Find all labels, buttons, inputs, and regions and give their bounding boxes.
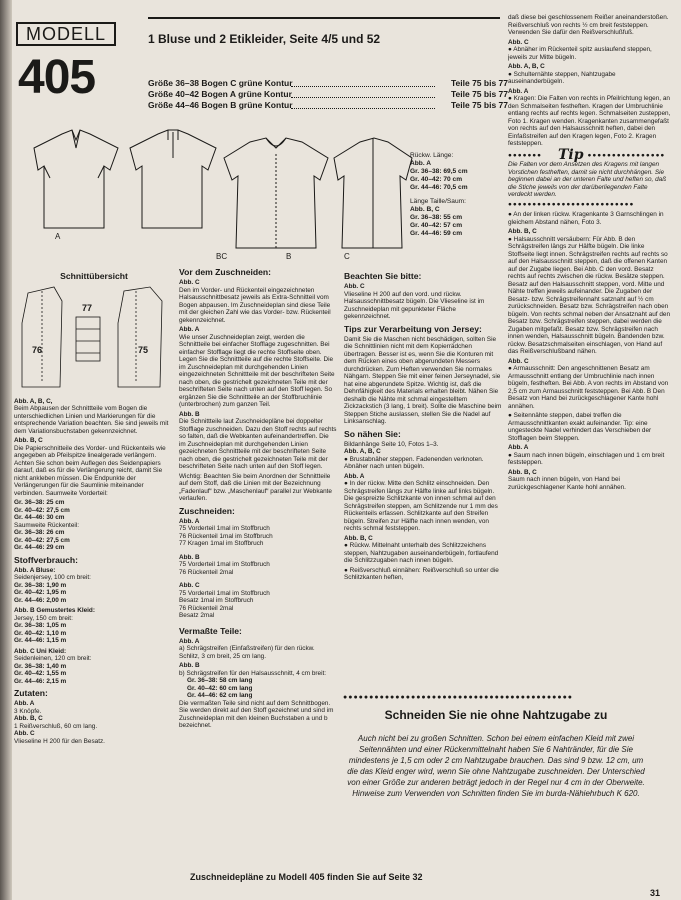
heading: Abb. A, B, C [344, 448, 381, 455]
size-row [148, 78, 508, 89]
model-label-box [16, 22, 116, 46]
paragraph: ● Kragen: Die Falten von rechts in Pfeilrichtung legen, an den Schmalseiten festheften. Kragen der Umbruchlinie entlang rechts auf rechts legen. Schmalseiten zusteppen, Foto 1. Kragen wenden. Kragenkanten zusammengefaßt von rechts auf den Halsausschnitt heften, dabei den Einfaßstreifen auf den Kragen legen, Foto 2. Kragen feststeppen. [508, 95, 671, 147]
heading: Abb. C [179, 279, 200, 286]
piece-number-77: 77 [82, 303, 93, 313]
stoff-c-head: Abb. C Uni Kleid: [14, 647, 67, 655]
piece-number-75: 75 [138, 345, 149, 355]
measure-line: Gr. 36–38: 26 cm [14, 529, 65, 536]
length-line: Gr. 40–42: 70 cm [410, 176, 463, 183]
heading: Abb. A, B, C [508, 63, 545, 70]
figure-label-a: A [55, 232, 61, 241]
zutaten-line: 3 Knöpfe. [14, 707, 42, 715]
measure-line: Gr. 36–38: 25 cm [14, 499, 65, 506]
measure-line: Gr. 44–46: 1,15 m [14, 637, 67, 644]
rueck-label: Saumweite Rückenteil: [14, 521, 80, 529]
size-label: Größe 36–38 Bogen C grüne Kontur [148, 78, 293, 88]
model-number: 405 [18, 51, 96, 104]
pattern-pieces-diagram [14, 283, 174, 395]
section-title-vermasste: Vermaßte Teile: [179, 625, 242, 636]
paragraph: Vlieseline H 200 auf den vord. und rückw. Halsausschnittbesatz bügeln. Die Vlieseline ist im Zuschneideplan mit gepunkteter Fläche gekennzeichnet. [344, 290, 485, 320]
length-line: Gr. 44–46: 59 cm [410, 230, 463, 237]
heading: Abb. A [179, 326, 200, 333]
measure-line: Gr. 40–42: 1,10 m [14, 629, 67, 637]
size-pieces: Teile 75 bis 77 [450, 89, 508, 99]
size-leader-line [291, 81, 435, 87]
stoff-a-head: Abb. A Bluse: [14, 566, 56, 574]
length-line: Gr. 40–42: 57 cm [410, 222, 463, 229]
garment-sketches [14, 118, 414, 268]
size-label: Größe 40–42 Bogen A grüne Kontur [148, 89, 292, 99]
heading: Abb. A [508, 444, 529, 451]
section-title-naehen: So nähen Sie: [344, 428, 401, 439]
heading-abb-abc: Abb. A, B, C, [14, 397, 53, 405]
measure-line: Gr. 36–38: 1,90 m [14, 581, 67, 589]
measure-line: Gr. 36–38: 1,40 m [14, 662, 67, 670]
heading: Abb. B, C [344, 534, 373, 542]
paragraph: Saum nach innen bügeln, von Hand bei zurückgeschlagener Kante hohl annähen. [508, 476, 626, 491]
page-number: 31 [650, 888, 661, 898]
zutaten-line: 1 Reißverschluß, 60 cm lang. [14, 722, 98, 730]
figure-label-c: C [344, 252, 350, 261]
text-abb-abc: Beim Abpausen der Schnittteile vom Bogen die unterschiedlichen Linien und Markierungen für die entsprechende Variation beachten. Sie sind jeweils mit dem Variationsbuchstaben gekennzeichnet. [14, 405, 169, 435]
paragraph: ● Seitennähte steppen, dabei treffen die Armausschnittkanten exakt aufeinander. Tip: eine ungesteckte Nadel verhindert das Verschieben der Stofflagen beim Steppen. [508, 412, 652, 442]
paragraph: ● Armausschnitt: Den angeschnittenen Besatz am Armausschnitt entlang der Umbruchlinie nach innen bügeln, festheften. Bei Abb. A von rechts im Abstand von 2,5 cm zum Armausschnitt feststeppen. Bei Abb. B Den Besatz von Hand bei zurückgeschlagener Kante hohl annähen. [508, 365, 669, 410]
binding-shadow [0, 0, 12, 900]
cut-line: 75 Vorderteil 1mal im Stoffbruch [179, 561, 270, 568]
measure-line: Gr. 40–42: 27,5 cm [14, 506, 70, 514]
length-line: Länge Taille/Saum: [410, 198, 466, 205]
zutaten-line: Vlieseline H 200 für den Besatz. [14, 737, 105, 745]
cut-line: Besatz 2mal [179, 612, 215, 619]
measure-line: Gr. 40–42: 60 cm lang [187, 684, 253, 692]
measure-line: Gr. 40–42: 1,95 m [14, 589, 67, 596]
paragraph: daß diese bei geschlossenem Reißer aneinanderstoßen. Reißverschluß von rechts ½ cm breit feststeppen. Verwenden Sie dafür den Reißverschlußfuß. [508, 14, 669, 36]
paragraph: ● Reißverschluß einnähen: Reißverschluß so unter die Schlitzkanten heften, [344, 566, 499, 581]
measure-line: Gr. 40–42: 27,5 cm [14, 536, 70, 544]
section-title-zutaten: Zutaten: [14, 688, 48, 698]
length-line: Abb. A [410, 160, 431, 167]
stoff-a-text: Seidenjersey, 100 cm breit: [14, 574, 91, 581]
heading: Abb. C [179, 582, 200, 589]
measure-line: Gr. 40–42: 1,55 m [14, 670, 67, 677]
heading: Abb. A [179, 637, 200, 645]
measure-line: Gr. 44–46: 29 cm [14, 544, 65, 551]
zutaten-line: Abb. C [14, 730, 35, 737]
heading: Abb. B [179, 662, 200, 669]
cut-line: 77 Kragen 1mal im Stoffbruch [179, 540, 264, 547]
size-label: Größe 44–46 Bogen B grüne Kontur [148, 100, 293, 110]
paragraph: a) Schrägstreifen (Einfaßstreifen) für den rückw. Schlitz, 3 cm breit, 25 cm lang. [179, 645, 315, 660]
figure-label-b: B [286, 252, 292, 261]
banner-title: Schneiden Sie nie ohne Nahtzugabe zu [384, 708, 608, 722]
paragraph: ● Rückw. Mittelnaht unterhalb des Schlitzzeichens steppen, Nahtzugaben auseinanderbügeln, fortlaufend die Schlitzzugaben nach innen bügeln. [344, 542, 499, 564]
model-word: MODELL [25, 23, 107, 44]
dress-front-sketch [224, 138, 328, 248]
paragraph: Die Schnittteile laut Zuschneidepläne bei doppelter Stofflage zuschneiden. Dazu den Stoff rechts auf rechts so falten, daß die Webkanten aufeinandertreffen. Die im Zuschneideplan mit durchgehenden Linien gezeichneten Schnittteile mit der beschrifteten Seite nach oben, die gestrichelt gezeichneten Teile mit der beschrifteten Seite nach unten auf den Stoff legen. [179, 418, 337, 470]
size-row [148, 100, 508, 111]
tip-dots-right: ●●●●●●●●●●●●●●●● [587, 151, 666, 159]
paragraph: Die vermaßten Teile sind nicht auf dem Schnittbogen. Sie werden direkt auf den Stoff gezeichnet und sind im Zuschneideplan mit den kleinen Buchstaben a und b bezeichnet. [179, 699, 334, 729]
paragraph: Bildanhänge Seite 10, Fotos 1–3. [344, 440, 439, 448]
section-title-zuschneiden: Zuschneiden: [179, 505, 235, 516]
garment-lengths [410, 152, 505, 238]
measure-line: Gr. 44–46: 62 cm lang [187, 692, 253, 699]
paragraph: ● Brustabnäher steppen. Fadenenden verknoten. Abnäher nach unten bügeln. [344, 455, 484, 470]
text-abb-bc: Die Papierschnitteile des Vorder- und Rückenteils wie angegeben ab Pfeilspitze linealgerade verlängern. Achten Sie schon beim Auflegen des Seidenpapiers darauf, daß es für die Verlängerung reicht, damit Sie nicht ankleben müssen. Die Endpunkte der Verlängerungen für die Saumlinie miteinander verbinden. Saumweite Vorderteil: [14, 444, 166, 497]
section-title-tips: Tips zur Verarbeitung von Jersey: [344, 323, 482, 334]
figure-label-bc: BC [216, 252, 228, 261]
paragraph: ● Halsausschnitt versäubern: Für Abb. B den Schrägstreifen längs zur Hälfte bügeln. Die linke Stoffseite liegt innen. Schrägstreifen rechts auf rechts so auf den Halsausschnitt steppen, daß die offenen Kanten auf der Zugabe liegen. Bei Abb. C den vord. Besatz rechts auf rechts zwischen die rückw. Besätze steppen. Besatz auf den Halsausschnitt steppen, vord. Mitte und Nähte treffen jeweils aufeinander. Die Zugaben der Besatz- bzw. Schrägstreifennaht satznaht auf ½ cm zurückschneiden. Besatz bzw. Schrägstreifen nach oben bügeln. Von rechts schmal neben der Ansatznaht auf den Besatz bzw. Schrägstreifen steppen, dabei werden die Zugaben mitgefaßt. Besatz bzw. Schrägstreifen nach innen wenden, Halsausschnitt bügeln. Bandenden bzw. rückw. Besatzschmalseiten einschlagen, von Hand auf das Reißverschlußband nähen. [508, 235, 671, 355]
length-line: Gr. 36–38: 69,5 cm [410, 168, 468, 175]
section-title-beachten: Beachten Sie bitte: [344, 271, 422, 281]
size-pieces: Teile 75 bis 77 [450, 100, 508, 110]
length-line: Abb. B, C [410, 206, 440, 213]
paragraph: ● Saum nach innen bügeln, einschlagen und 1 cm breit feststeppen. [508, 451, 665, 466]
cut-line: 76 Rückenteil 1mal im Stoffbruch [179, 532, 273, 540]
tip-title: Tip [558, 146, 584, 163]
paragraph: ● In der rückw. Mitte den Schlitz einschneiden. Den Schrägstreifen längs zur Hälfte linke auf links bügeln. Die gespreizte Schlitzkante von innen schmal auf den Schrägstreifen steppen, am Schlitzende nur 1 mm des Rückenteils erfassen. Schlitzkante auf den Streifen bügeln. Streifen zur Hälfte nach innen wenden, von rechts schmal feststeppen. [344, 480, 498, 532]
heading: Abb. A [508, 87, 529, 95]
column-3 [344, 268, 502, 698]
size-list [148, 78, 508, 111]
measure-line: Gr. 36–38: 58 cm lang [187, 677, 253, 684]
piece-number-76: 76 [32, 345, 43, 355]
paragraph: ● Abnäher im Rückenteil spitz auslaufend steppen, jeweils zur Mitte bügeln. [508, 46, 652, 61]
length-line: Gr. 44–46: 70,5 cm [410, 184, 468, 191]
banner-text: Auch nicht bei zu großen Schnitten. Schon bei einem einfachen Kleid mit zwei Seitennähten und einer Rückenmittelnaht haben Sie 6 Nahtränder, für die Sie mindestens je 1,5 cm oder 2 cm Nahtzugabe brauchen. Das sind 9 bzw. 12 cm, um die das Kleid enger wird, wenn Sie ohne Nahtzugabe zuschneiden. Der Unterschied von einer Größe zur anderen beträgt jedoch in der Regel nur 4 cm in der Oberweite. Hinweise zum Verwenden von Schnitten finden Sie im burda-Nähiehrbuch K 620. [347, 734, 645, 798]
length-line: Rückw. Länge: [410, 152, 454, 159]
cut-line: 76 Rückenteil 2mal [179, 568, 234, 576]
measure-line: Gr. 44–46: 30 cm [14, 514, 65, 521]
heading: Abb. B [179, 553, 200, 561]
tip-text: Die Falten vor dem Ansetzen des Kragens mit langen Vorstichen festheften, damit sie nicht durchhängen. Sie beginnen dabei an der unteren Falte und heften so, daß die Stiche jeweils von der darüberliegenden Falte verdeckt werden. [508, 161, 667, 198]
paragraph: Damit Sie die Maschen nicht beschädigen, sollten Sie die Schnittlinien nicht mit dem Kopierrädchen übertragen. Besser ist es, wenn Sie die Konturen mit dem Rücken eines oben abgerundeten Messers durchdrücken. Zum Heften verwenden Sie normales Nähgarn. Steppen Sie mit einer feinen Jerseynadel, sie hat eine abgerundete Spitze. Wichtig ist, daß die Dehnfähigkeit des Materials erhalten bleibt. Nähen Sie deshalb die Nähte mit schmal eingestelltem Zickzackstich (3 lang, 1 breit). Sollte die Maschine beim Steppen Stiche auslassen, stellen Sie die Nadel auf Linksanschlag. [344, 335, 502, 425]
stoff-b-text: Jersey, 150 cm breit: [14, 614, 73, 622]
column-4 [508, 14, 672, 694]
paragraph: Den im Vorder- und Rückenteil eingezeichneten Halsausschnittbesatz jeweils als Extra-Schnitteil vom Bogen abpausen. Im Zuschneideplan sind diese Teile mit der gleichen Zahl wie das Vorder- bzw. Rückenteil gekennzeichnet. [179, 286, 331, 324]
zutaten-line: Abb. B, C [14, 715, 43, 722]
section-title-stoff: Stoffverbrauch: [14, 554, 78, 565]
heading: Abb. A [344, 472, 365, 480]
paragraph: Wie unser Zuschneideplan zeigt, werden die Schnittteile bei einfacher Stofflage zugeschnitten. Bei einfacher Stofflage liegt die rechte Stoffseite oben. Legen Sie die Schnittteile auf die rechte Stoffseite. Die im Zuschneideplan mit durchgehenden Linien eingezeichneten Schnittteile mit der beschrifteten Seite nach oben, die gestrichelt gezeichneten Teile mit der beschrifteten Seite nach unten auf den Stoff legen. So ergänzen Sie die Schnittteile an der Stoffbruchlinie (unterbrochen) zum ganzen Teil. [179, 333, 335, 408]
stoff-b-head: Abb. B Gemustertes Kleid: [14, 607, 95, 614]
column-2 [179, 264, 337, 869]
size-leader-line [291, 92, 435, 98]
stoff-c-text: Seidenleinen, 120 cm breit: [14, 655, 92, 662]
section-title-vor: Vor dem Zuschneiden: [179, 267, 271, 277]
page-title: 1 Bluse und 2 Etikleider, Seite 4/5 und 52 [148, 32, 381, 46]
measure-line: Gr. 44–46: 2,15 m [14, 677, 67, 685]
cut-line: Besatz 1mal im Stoffbruch [179, 597, 254, 604]
heading: Abb. B, C [508, 468, 537, 476]
dress-back-sketch [334, 138, 412, 248]
footer-note: Zuschneidepläne zu Modell 405 finden Sie auf Seite 32 [190, 872, 423, 882]
cut-line: 76 Rückenteil 2mal [179, 604, 234, 612]
paragraph: ● An der linken rückw. Kragenkante 3 Garnschlingen in gleichem Abstand nähen, Foto 3. [508, 211, 664, 226]
tip-dots-left: ●●●●●●● [508, 151, 543, 159]
size-leader-line [291, 103, 435, 109]
cut-line: 75 Vorderteil 1mal im Stoffbruch [179, 589, 270, 597]
heading: Abb. C [344, 283, 365, 290]
heading: Abb. B [179, 410, 200, 418]
tip-header [508, 146, 672, 163]
blouse-front-sketch [34, 130, 118, 228]
heading-abb-bc: Abb. B, C [14, 437, 43, 444]
section-title-schnitt: Schnittübersicht [60, 271, 128, 281]
heading: Abb. A [179, 517, 200, 525]
paragraph: b) Schrägstreifen für den Halsausschnitt, 4 cm breit: [179, 669, 327, 677]
size-row [148, 89, 508, 100]
tip-dots-bottom: ●●●●●●●●●●●●●●●●●●●●●●●●●● [508, 200, 635, 208]
header-rule [148, 17, 500, 19]
cut-line: 75 Vorderteil 1mal im Stoffbruch [179, 525, 270, 532]
zutaten-line: Abb. A [14, 700, 35, 707]
measure-line: Gr. 44–46: 2,00 m [14, 596, 67, 604]
column-1 [14, 268, 174, 868]
paragraph: Wichtig: Beachten Sie beim Anordnen der Schnittteile auf dem Stoff, daß die Linien mit der Bezeichnung „Fadenlauf“ bzw. „Maschenlauf“ parallel zur Webkante verlaufen. [179, 472, 332, 502]
banner-dots: ●●●●●●●●●●●●●●●●●●●●●●●●●●●●●●●●●●●●●●●●●●●● [343, 694, 574, 701]
length-line: Gr. 36–38: 55 cm [410, 214, 463, 221]
heading: Abb. C [508, 38, 529, 46]
heading: Abb. C [508, 357, 529, 365]
heading: Abb. B, C [508, 228, 537, 235]
measure-line: Gr. 36–38: 1,05 m [14, 622, 67, 629]
paragraph: ● Schulternähte steppen, Nahtzugabe auseinanderbügeln. [508, 70, 616, 85]
size-pieces: Teile 75 bis 77 [450, 78, 508, 88]
blouse-back-sketch [130, 130, 216, 228]
